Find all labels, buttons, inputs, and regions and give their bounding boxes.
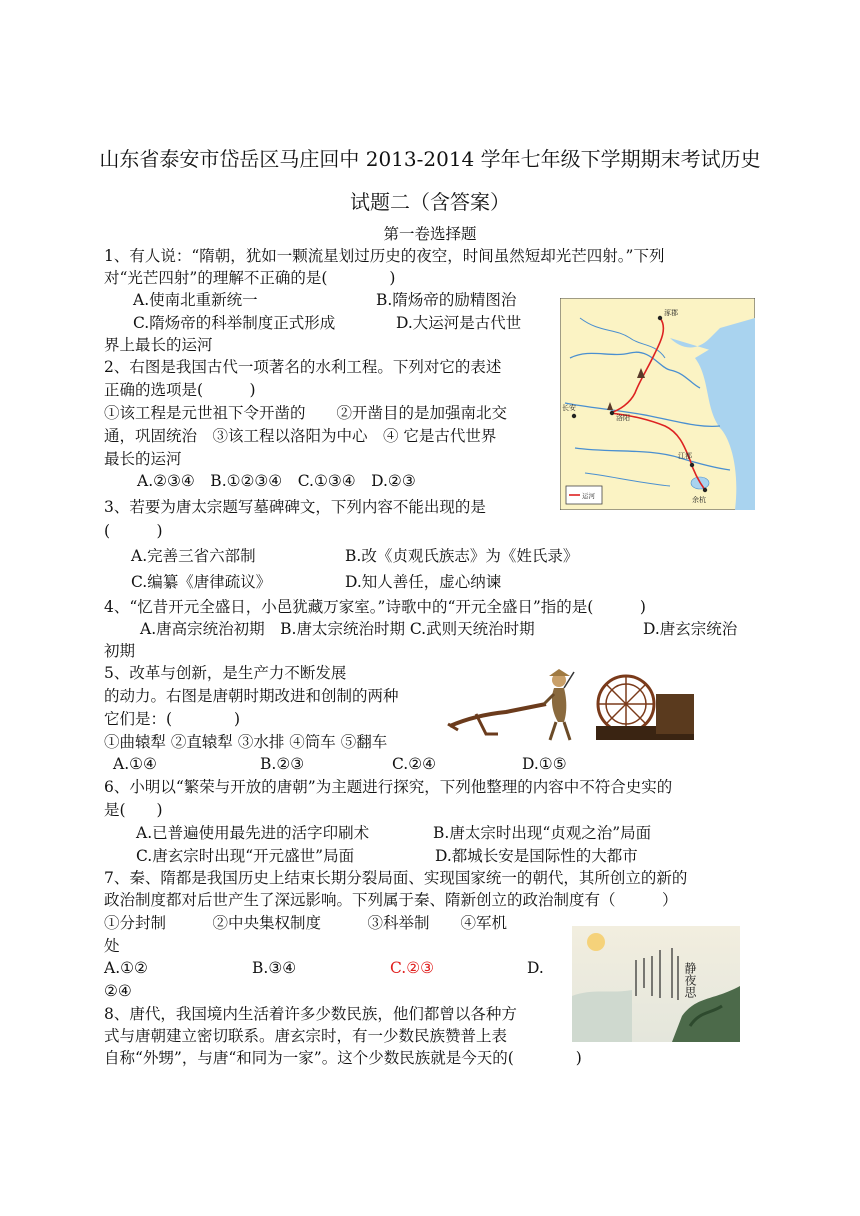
jingyesi-painting: [572, 926, 740, 1042]
map-legend-label: 运河: [582, 492, 595, 500]
q5-option-a: A.①④: [113, 755, 157, 773]
q3-option-b: B.改《贞观氏族志》为《姓氏录》: [345, 547, 579, 565]
q7-option-d: D.: [527, 959, 544, 977]
q5-option-d: D.①⑤: [522, 755, 567, 773]
q1-stem-line1: 1、有人说：“隋朝，犹如一颗流星划过历史的夜空，时间虽然短却光芒四射。”下列: [104, 247, 665, 265]
q5-option-c: C.②④: [392, 755, 437, 773]
q6-option-d: D.都城长安是国际性的大都市: [435, 847, 638, 865]
q7-stem-line1: 7、秦、隋都是我国历史上结束长期分裂局面、实现国家统一的朝代，其所创立的新的: [104, 869, 688, 887]
q3-option-c: C.编纂《唐律疏议》: [131, 573, 272, 591]
map-label-yuhang: 余杭: [692, 496, 706, 504]
q5-stem-line3: 它们是：( ): [104, 710, 241, 728]
q3-option-d: D.知人善任，虚心纳谏: [345, 573, 502, 591]
q1-option-a: A.使南北重新统一: [133, 291, 258, 309]
q7-option-a: A.①②: [104, 959, 148, 977]
q1-option-d: D.大运河是古代世: [396, 314, 522, 332]
q2-stem-line1: 2、右图是我国古代一项著名的水利工程。下列对它的表述: [104, 358, 502, 376]
q4-option-d-cont: 初期: [104, 642, 136, 660]
q4-stem: 4、“忆昔开元全盛日，小邑犹藏万家室。”诗歌中的“开元全盛日”指的是( ): [104, 598, 646, 616]
grand-canal-map: [560, 298, 755, 510]
section-heading: 第一卷选择题: [383, 225, 477, 243]
q3-option-a: A.完善三省六部制: [131, 547, 256, 565]
q5-option-b: B.②③: [260, 755, 305, 773]
q3-stem-line1: 3、若要为唐太宗题写墓碑碑文，下列内容不能出现的是: [104, 498, 486, 516]
q7-stem-line2: 政治制度都对后世产生了深远影响。下列属于秦、隋新创立的政治制度有（ ）: [104, 891, 678, 909]
q7-items: ①分封制 ②中央集权制度 ③科举制 ④军机: [104, 914, 508, 932]
q2-statement-line1: ①该工程是元世祖下令开凿的 ②开凿目的是加强南北交: [104, 404, 508, 422]
q8-stem-line3: 自称“外甥”，与唐“和同为一家”。这个少数民族就是今天的( ): [104, 1049, 582, 1067]
q5-stem-line2: 的动力。右图是唐朝时期改进和创制的两种: [104, 687, 399, 705]
document-title-line1: 山东省泰安市岱岳区马庄回中 2013-2014 学年七年级下学期期末考试历史: [99, 147, 761, 171]
q2-statement-line2: 通，巩固统治 ③该工程以洛阳为中心 ④ 它是古代世界: [104, 427, 497, 445]
map-label-changan: 长安: [562, 404, 576, 412]
q6-option-b: B.唐太宗时出现“贞观之治”局面: [433, 824, 652, 842]
q6-stem-line2: 是( ): [104, 801, 163, 819]
q6-option-c: C.唐玄宗时出现“开元盛世”局面: [136, 847, 355, 865]
q1-option-b: B.隋炀帝的励精图治: [376, 291, 517, 309]
q8-stem-line2: 式与唐朝建立密切联系。唐玄宗时，有一少数民族赞普上表: [104, 1027, 508, 1045]
q1-stem-line2: 对“光芒四射”的理解不正确的是( ): [104, 269, 396, 287]
poem-title: 静夜思: [683, 962, 697, 998]
map-label-jiangdu: 江都: [678, 452, 692, 460]
q1-option-d-cont: 界上最长的运河: [104, 336, 213, 354]
q6-stem-line1: 6、小明以“繁荣与开放的唐朝”为主题进行探究，下列他整理的内容中不符合史实的: [104, 778, 673, 796]
q4-options: A.唐高宗统治初期 B.唐太宗统治时期 C.武则天统治时期: [140, 620, 535, 638]
q2-options: A.②③④ B.①②③④ C.①③④ D.②③: [137, 472, 416, 490]
q1-option-c: C.隋炀帝的科举制度正式形成: [133, 314, 336, 332]
q5-items: ①曲辕犁 ②直辕犁 ③水排 ④筒车 ⑤翻车: [104, 733, 388, 751]
q3-stem-line2: ( ): [104, 522, 163, 540]
document-title-line2: 试题二（含答案）: [350, 190, 510, 214]
q8-stem-line1: 8、唐代，我国境内生活着许多少数民族，他们都曾以各种方: [104, 1005, 517, 1023]
q2-statement-line3: 最长的运河: [104, 450, 182, 468]
q2-stem-line2: 正确的选项是( ): [104, 381, 256, 399]
q7-items-cont: 处: [104, 937, 120, 955]
q6-option-a: A.已普遍使用最先进的活字印刷术: [136, 824, 370, 842]
q7-option-d-cont: ②④: [104, 982, 132, 1000]
map-label-luoyang: 洛阳: [616, 414, 630, 422]
map-label-zhuojun: 涿郡: [664, 309, 678, 317]
q7-option-b: B.③④: [252, 959, 297, 977]
q4-option-d: D.唐玄宗统治: [643, 620, 738, 638]
q7-option-c: C.②③: [390, 959, 435, 977]
q5-stem-line1: 5、改革与创新，是生产力不断发展: [104, 664, 347, 682]
plow-waterwheel-illustration: [446, 664, 696, 744]
